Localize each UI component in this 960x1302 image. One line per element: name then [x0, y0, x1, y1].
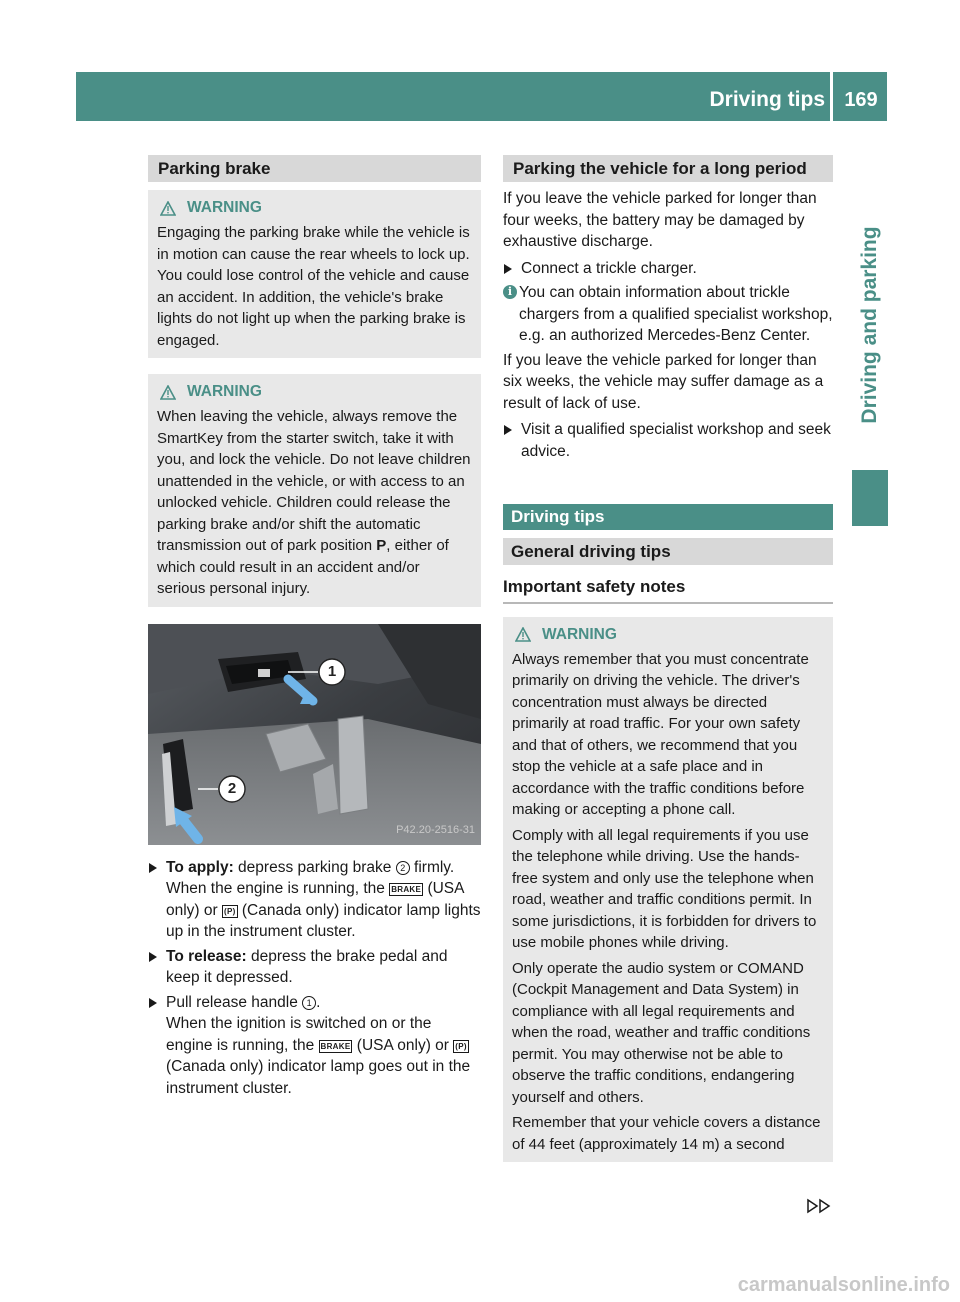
instruction-apply [148, 857, 481, 943]
warning-text [157, 406, 472, 600]
warning-box-2 [148, 374, 481, 607]
instruction-text: firmly. When the engine is running, the [166, 858, 455, 897]
warning-title [157, 381, 472, 403]
warning-label: WARNING [187, 199, 262, 217]
instruction-text: (USA only) or [352, 1036, 454, 1054]
instruction-text: . [316, 993, 321, 1011]
warning-text-part: , either of which could result in an accident and/or serious personal injury. [157, 537, 449, 597]
warning-triangle-icon [160, 385, 176, 400]
warning-label: WARNING [187, 383, 262, 401]
warning-box-safety [503, 617, 833, 1163]
warning-triangle-icon [515, 627, 531, 642]
instruction-text: (USA only) or [166, 880, 464, 919]
info-note [503, 282, 833, 347]
topic-title: Important safety notes [503, 576, 833, 604]
reference-number: 2 [396, 861, 410, 875]
canada-parking-indicator-icon: (P) [224, 906, 236, 916]
bullet-visit-workshop: Visit a qualified specialist workshop and seek advice. [503, 419, 833, 462]
canada-parking-indicator-icon: (P) [455, 1041, 467, 1051]
brake-indicator-icon: BRAKE [391, 885, 422, 894]
warning-label: WARNING [542, 625, 617, 643]
page-header-title: Driving tips [709, 88, 825, 111]
warning-text: Engaging the parking brake while the vehicle is in motion can cause the rear wheels to lock up. You could lose control of the vehicle and cause an accident. In addition, the vehicle's brake lights do not light up when the parking brake is engaged. [157, 224, 470, 349]
side-tab [852, 135, 888, 515]
footwell-illustration [148, 624, 481, 845]
info-text: You can obtain information about trickle chargers from a qualified specialist workshop, e.g. an authorized Mercedes-Benz Center. [519, 284, 833, 344]
warning-text: Only operate the audio system or COMAND (Cockpit Management and Data System) in compliance with all legal requirements and when the road, weather and traffic conditions permit. You may otherwise not be able to observe the traffic conditions, endangering yourself and others. [512, 959, 811, 1106]
paragraph: If you leave the vehicle parked for longer than six weeks, the vehicle may suffer damage as a result of lack of use. [503, 351, 824, 412]
instruction-text: (Canada only) indicator lamp lights up in the instrument cluster. [166, 901, 481, 940]
warning-title [512, 624, 824, 646]
instruction-label: To release: [166, 947, 247, 965]
info-icon: i [503, 285, 517, 299]
page-number: 169 [844, 89, 878, 111]
reference-number: 1 [302, 996, 316, 1010]
instruction-text: depress the brake pedal and keep it depressed. [166, 947, 448, 986]
park-position-letter: P [376, 537, 387, 554]
instruction-text: Pull release handle [166, 993, 303, 1011]
callout-1-label: 1 [327, 662, 337, 680]
warning-box-1 [148, 190, 481, 358]
figure-code: P42.20-2516-31 [396, 824, 475, 836]
instruction-text: (Canada only) indicator lamp goes out in the instrument cluster. [166, 1058, 471, 1097]
continued-arrows-icon [806, 1198, 834, 1214]
warning-text-part: When leaving the vehicle, always remove the SmartKey from the starter switch, take it with you, and lock the vehicle. Do not leave children unattended in the vehicle, or with access to an unlocked vehicle. Children could release the parking brake and/or shift the automatic transmission out of park position [157, 408, 471, 554]
chapter-title-driving-tips: Driving tips [503, 504, 833, 530]
warning-text: Comply with all legal requirements if you use the telephone while driving. Use the hands-free system and only use the telephone when road, weather and traffic conditions permit. In some jurisdictions, it is forbidden for drivers to use mobile phones while driving. [512, 826, 817, 951]
warning-title [157, 197, 472, 219]
warning-triangle-icon [160, 201, 176, 216]
side-tab-label: Driving and parking [858, 226, 881, 424]
instruction-text: When the ignition is switched on or the engine is running, the [166, 1015, 432, 1054]
instruction-list [148, 857, 481, 1100]
parking-brake-photo [148, 624, 481, 845]
section-title-parking-brake: Parking brake [148, 155, 481, 182]
right-column [503, 155, 833, 1162]
warning-text: Always remember that you must concentrate primarily on driving the vehicle. The driver's concentration must always be directed primarily at road traffic. For your own safety and that of others, we recommend that you stop the vehicle at a safe place and in accordance with the traffic conditions before making or accepting a phone call. [512, 650, 809, 818]
instruction-label: To apply: [166, 858, 234, 876]
footer-watermark: carmanualsonline.info [737, 1274, 950, 1296]
left-column [148, 155, 481, 1102]
instruction-pull-handle [148, 992, 481, 1100]
section-title-long-parking: Parking the vehicle for a long period [503, 155, 833, 182]
header-divider [830, 72, 833, 121]
instruction-release [148, 946, 481, 989]
brake-indicator-icon: BRAKE [320, 1041, 351, 1051]
bullet-trickle-charger: Connect a trickle charger. [503, 258, 833, 280]
paragraph: If you leave the vehicle parked for longer than four weeks, the battery may be damaged by exhaustive discharge. [503, 190, 817, 250]
callout-2-label: 2 [227, 779, 237, 797]
instruction-text: depress parking brake [233, 858, 396, 876]
side-tab-block [852, 470, 888, 526]
warning-text: Remember that your vehicle covers a distance of 44 feet (approximately 14 m) a second [512, 1114, 821, 1153]
subsection-title: General driving tips [503, 538, 833, 565]
